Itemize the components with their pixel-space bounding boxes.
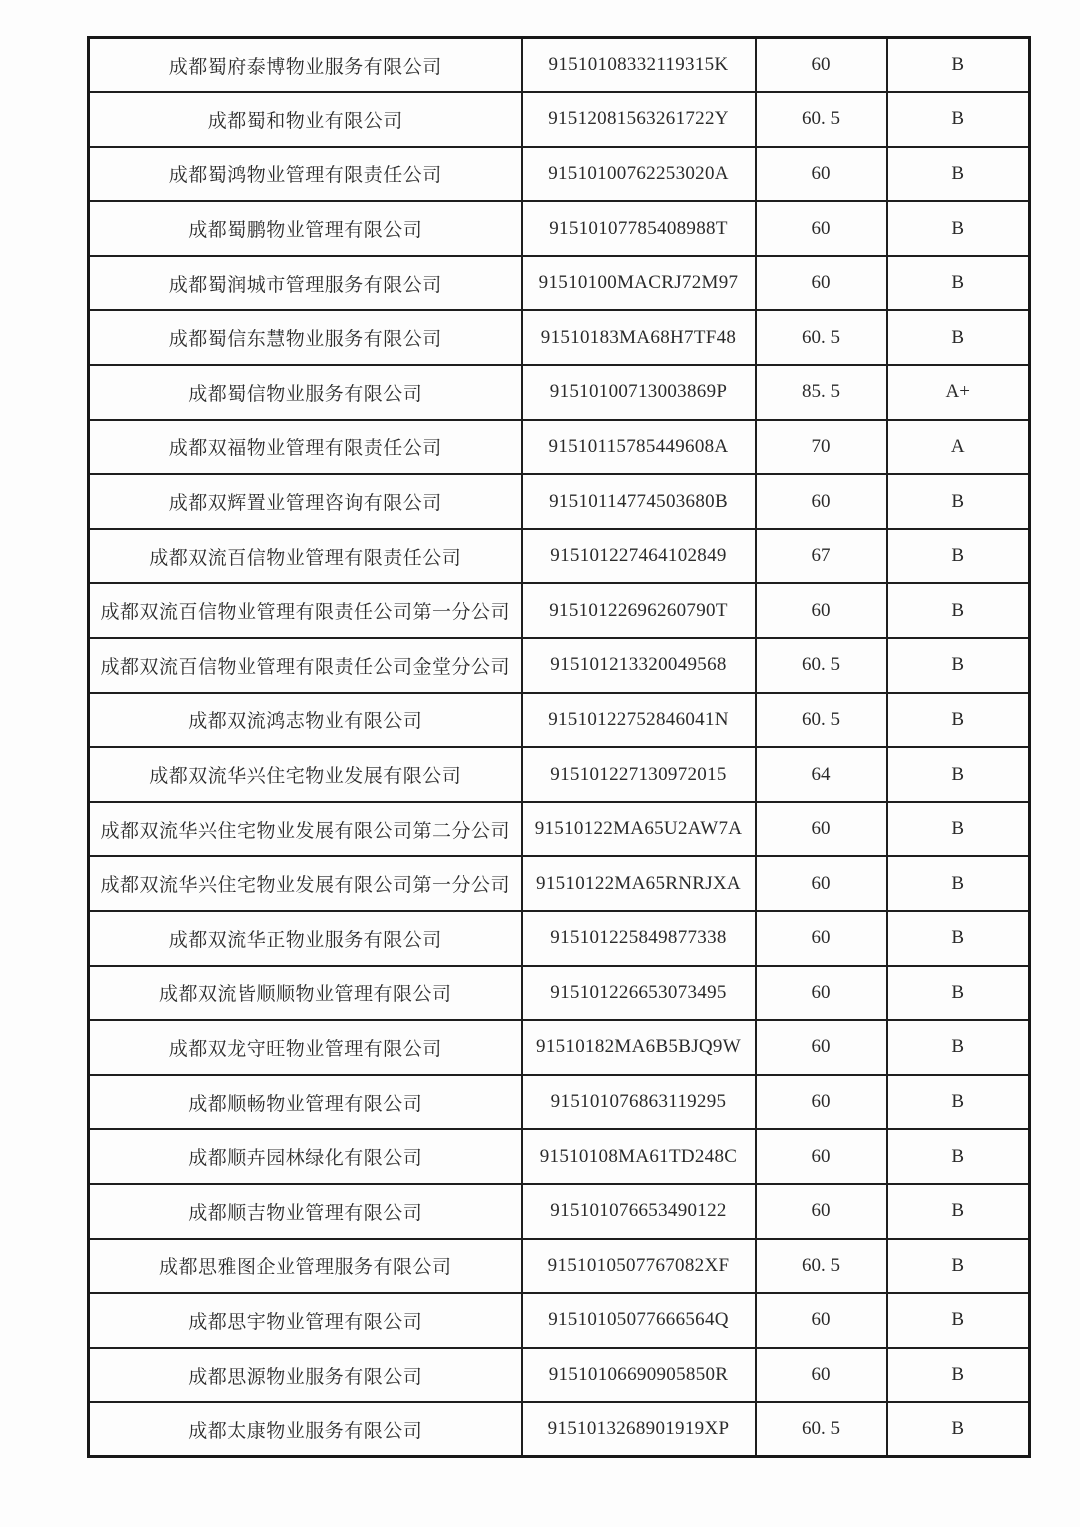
cell-rating: B [887, 693, 1030, 748]
cell-score: 60 [756, 38, 887, 93]
cell-credit-code: 9151010507767082XF [522, 1239, 756, 1294]
cell-rating: B [887, 747, 1030, 802]
cell-score: 60. 5 [756, 92, 887, 147]
table-row [89, 856, 1030, 911]
cell-rating: A [887, 420, 1030, 475]
cell-score: 60. 5 [756, 693, 887, 748]
cell-rating: B [887, 201, 1030, 256]
cell-score: 60. 5 [756, 1239, 887, 1294]
cell-score: 60 [756, 1348, 887, 1403]
table-row [89, 747, 1030, 802]
cell-company-name: 成都双福物业管理有限责任公司 [89, 420, 522, 475]
cell-credit-code: 91510115785449608A [522, 420, 756, 475]
cell-company-name: 成都双流鸿志物业有限公司 [89, 693, 522, 748]
cell-score: 67 [756, 529, 887, 584]
table-row [89, 1348, 1030, 1403]
table-row [89, 310, 1030, 365]
table-row [89, 147, 1030, 202]
table-row [89, 201, 1030, 256]
table-row [89, 365, 1030, 420]
cell-score: 60. 5 [756, 638, 887, 693]
cell-company-name: 成都蜀鸿物业管理有限责任公司 [89, 147, 522, 202]
cell-score: 60 [756, 256, 887, 311]
cell-credit-code: 91510122MA65RNRJXA [522, 856, 756, 911]
cell-company-name: 成都思宇物业管理有限公司 [89, 1293, 522, 1348]
cell-rating: B [887, 911, 1030, 966]
table-row [89, 1402, 1030, 1457]
cell-score: 60 [756, 856, 887, 911]
cell-score: 60 [756, 911, 887, 966]
cell-rating: B [887, 1348, 1030, 1403]
cell-rating: B [887, 583, 1030, 638]
cell-rating: B [887, 38, 1030, 93]
cell-company-name: 成都思雅图企业管理服务有限公司 [89, 1239, 522, 1294]
cell-rating: B [887, 638, 1030, 693]
cell-rating: B [887, 1075, 1030, 1130]
cell-score: 60 [756, 147, 887, 202]
cell-company-name: 成都顺吉物业管理有限公司 [89, 1184, 522, 1239]
cell-company-name: 成都双龙守旺物业管理有限公司 [89, 1020, 522, 1075]
cell-score: 60 [756, 1020, 887, 1075]
cell-company-name: 成都太康物业服务有限公司 [89, 1402, 522, 1457]
cell-score: 60 [756, 1184, 887, 1239]
cell-score: 60 [756, 1075, 887, 1130]
cell-company-name: 成都蜀信东慧物业服务有限公司 [89, 310, 522, 365]
cell-score: 60 [756, 966, 887, 1021]
cell-company-name: 成都思源物业服务有限公司 [89, 1348, 522, 1403]
cell-company-name: 成都蜀和物业有限公司 [89, 92, 522, 147]
cell-company-name: 成都双流华兴住宅物业发展有限公司第二分公司 [89, 802, 522, 857]
cell-score: 70 [756, 420, 887, 475]
cell-rating: B [887, 529, 1030, 584]
cell-credit-code: 915101226653073495 [522, 966, 756, 1021]
table-row [89, 256, 1030, 311]
cell-company-name: 成都蜀鹏物业管理有限公司 [89, 201, 522, 256]
cell-score: 60 [756, 802, 887, 857]
cell-credit-code: 91510107785408988T [522, 201, 756, 256]
cell-company-name: 成都双流华正物业服务有限公司 [89, 911, 522, 966]
table-row [89, 420, 1030, 475]
cell-rating: B [887, 802, 1030, 857]
table-row [89, 1129, 1030, 1184]
cell-credit-code: 91510108MA61TD248C [522, 1129, 756, 1184]
table-row [89, 474, 1030, 529]
table-row [89, 1184, 1030, 1239]
cell-company-name: 成都蜀信物业服务有限公司 [89, 365, 522, 420]
table-row [89, 638, 1030, 693]
table-row [89, 1020, 1030, 1075]
cell-rating: B [887, 1129, 1030, 1184]
cell-credit-code: 915101225849877338 [522, 911, 756, 966]
table-row [89, 802, 1030, 857]
company-rating-table [87, 36, 1031, 1458]
cell-credit-code: 91510106690905850R [522, 1348, 756, 1403]
cell-rating: B [887, 310, 1030, 365]
cell-credit-code: 91510122752846041N [522, 693, 756, 748]
cell-credit-code: 91510182MA6B5BJQ9W [522, 1020, 756, 1075]
cell-credit-code: 9151013268901919XP [522, 1402, 756, 1457]
table-row [89, 529, 1030, 584]
cell-company-name: 成都双流皆顺顺物业管理有限公司 [89, 966, 522, 1021]
cell-company-name: 成都顺卉园林绿化有限公司 [89, 1129, 522, 1184]
cell-rating: B [887, 966, 1030, 1021]
cell-rating: A+ [887, 365, 1030, 420]
cell-credit-code: 91510114774503680B [522, 474, 756, 529]
table-row [89, 966, 1030, 1021]
cell-credit-code: 91510100762253020A [522, 147, 756, 202]
cell-rating: B [887, 1020, 1030, 1075]
cell-score: 60 [756, 1129, 887, 1184]
cell-company-name: 成都双流华兴住宅物业发展有限公司第一分公司 [89, 856, 522, 911]
rating-table-container [87, 36, 1028, 1458]
cell-credit-code: 91510100713003869P [522, 365, 756, 420]
cell-rating: B [887, 256, 1030, 311]
cell-company-name: 成都双流百信物业管理有限责任公司 [89, 529, 522, 584]
table-row [89, 911, 1030, 966]
cell-rating: B [887, 856, 1030, 911]
cell-rating: B [887, 1402, 1030, 1457]
cell-credit-code: 91512081563261722Y [522, 92, 756, 147]
cell-credit-code: 91510183MA68H7TF48 [522, 310, 756, 365]
cell-score: 60. 5 [756, 1402, 887, 1457]
cell-rating: B [887, 1293, 1030, 1348]
table-row [89, 38, 1030, 93]
cell-score: 64 [756, 747, 887, 802]
table-row [89, 693, 1030, 748]
cell-credit-code: 915101076863119295 [522, 1075, 756, 1130]
cell-rating: B [887, 1239, 1030, 1294]
cell-credit-code: 91510100MACRJ72M97 [522, 256, 756, 311]
cell-score: 60 [756, 583, 887, 638]
cell-credit-code: 915101227464102849 [522, 529, 756, 584]
cell-rating: B [887, 92, 1030, 147]
cell-credit-code: 91510105077666564Q [522, 1293, 756, 1348]
cell-company-name: 成都双辉置业管理咨询有限公司 [89, 474, 522, 529]
cell-credit-code: 915101076653490122 [522, 1184, 756, 1239]
cell-company-name: 成都顺畅物业管理有限公司 [89, 1075, 522, 1130]
table-row [89, 1239, 1030, 1294]
cell-credit-code: 915101227130972015 [522, 747, 756, 802]
cell-score: 60 [756, 474, 887, 529]
cell-credit-code: 91510108332119315K [522, 38, 756, 93]
cell-company-name: 成都蜀府泰博物业服务有限公司 [89, 38, 522, 93]
cell-credit-code: 91510122MA65U2AW7A [522, 802, 756, 857]
cell-company-name: 成都双流百信物业管理有限责任公司金堂分公司 [89, 638, 522, 693]
cell-score: 85. 5 [756, 365, 887, 420]
cell-rating: B [887, 1184, 1030, 1239]
table-row [89, 92, 1030, 147]
cell-company-name: 成都双流华兴住宅物业发展有限公司 [89, 747, 522, 802]
cell-company-name: 成都蜀润城市管理服务有限公司 [89, 256, 522, 311]
cell-rating: B [887, 147, 1030, 202]
table-row [89, 583, 1030, 638]
cell-credit-code: 915101213320049568 [522, 638, 756, 693]
table-row [89, 1075, 1030, 1130]
cell-score: 60. 5 [756, 310, 887, 365]
cell-credit-code: 91510122696260790T [522, 583, 756, 638]
cell-rating: B [887, 474, 1030, 529]
cell-score: 60 [756, 1293, 887, 1348]
cell-company-name: 成都双流百信物业管理有限责任公司第一分公司 [89, 583, 522, 638]
table-row [89, 1293, 1030, 1348]
table-body [89, 38, 1030, 1457]
cell-score: 60 [756, 201, 887, 256]
